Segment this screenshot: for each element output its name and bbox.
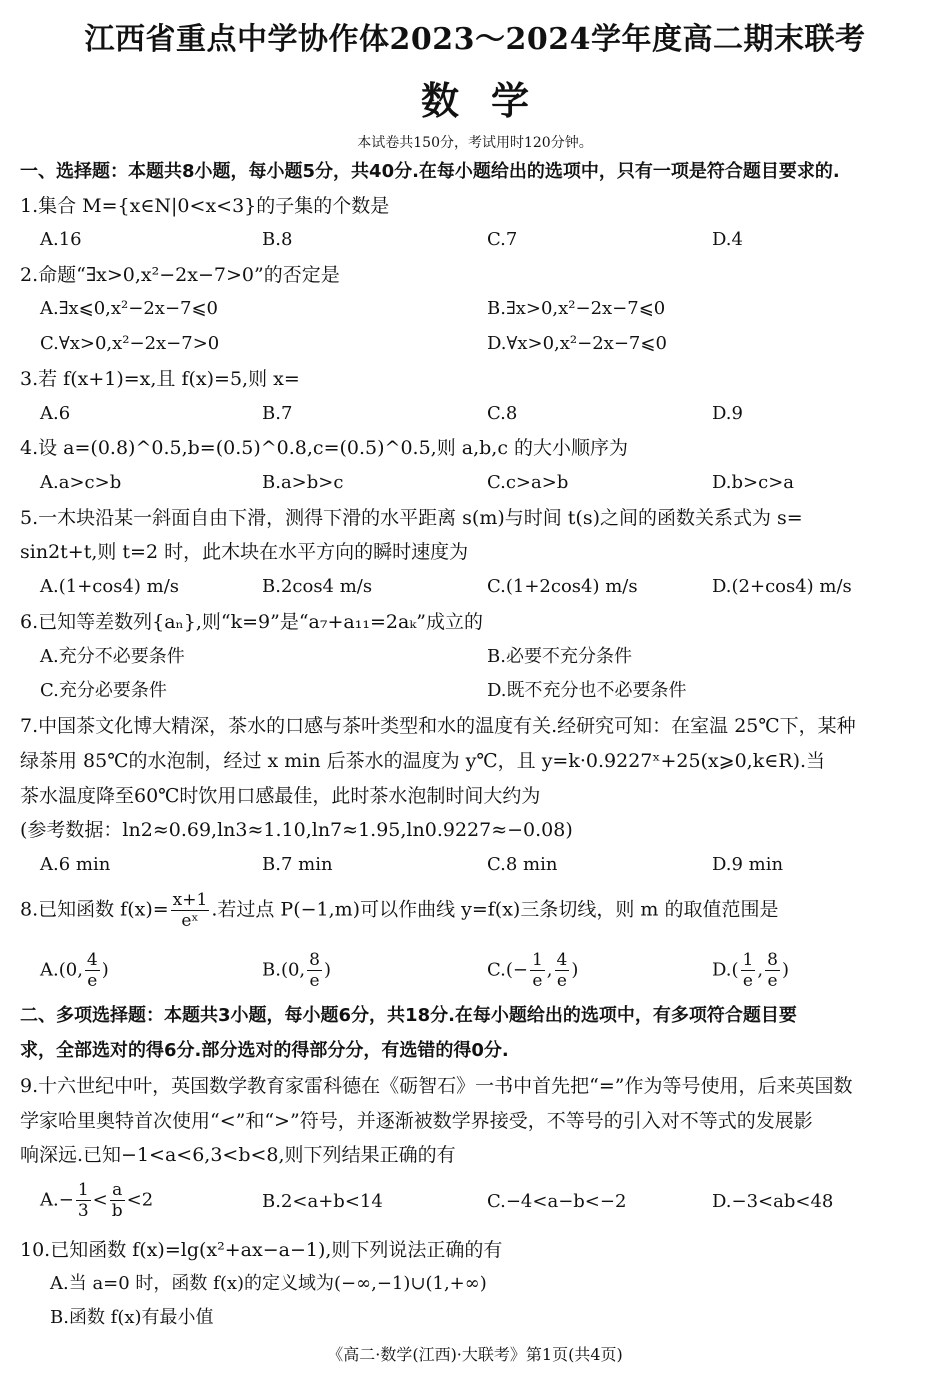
- q3-option-c: C.8: [487, 403, 518, 424]
- q7-line3: 茶水温度降至60℃时饮用口感最佳，此时茶水泡制时间大约为: [20, 785, 541, 807]
- q8-option-d-den2: e: [767, 971, 778, 991]
- q8-option-b-den: e: [309, 971, 320, 991]
- q8-option-a: [40, 950, 109, 991]
- q1-stem: 1.集合 M={x∈N|0<x<3}的子集的个数是: [20, 195, 390, 217]
- q1-option-d: D.4: [712, 229, 743, 250]
- q4-option-d: D.b>c>a: [712, 472, 795, 493]
- q8-option-b-tail: ): [323, 959, 332, 981]
- q9-line2: 学家哈里奥特首次使用“<”和“>”符号，并逐渐被数学界接受，不等号的引入对不等式的发展影: [20, 1110, 813, 1132]
- q8-option-d-den1: e: [742, 971, 753, 991]
- q2-option-d: D.∀x>0,x²−2x−7⩽0: [487, 333, 667, 354]
- q7-option-c: C.8 min: [487, 854, 558, 875]
- q1-option-b: B.8: [262, 229, 293, 250]
- q8-option-c-num2: 4: [556, 950, 568, 970]
- q2-option-b: B.∃x>0,x²−2x−7⩽0: [487, 298, 666, 319]
- q7-line2: 绿茶用 85℃的水泡制，经过 x min 后茶水的温度为 y℃，且 y=k·0.9227ˣ+25(x⩾0,k∈R).当: [20, 750, 826, 772]
- q8-option-a-tail: ): [101, 959, 109, 981]
- q3-option-a: A.6: [40, 403, 71, 424]
- q8-option-d-label: D.(: [712, 959, 739, 981]
- q8-fraction: [171, 890, 210, 931]
- q7-option-b: B.7 min: [262, 854, 333, 875]
- q7-option-d: D.9 min: [712, 854, 784, 875]
- exam-subject: 数学: [420, 78, 561, 123]
- q8-stem: [20, 890, 935, 931]
- q9-option-a-label: A.−: [40, 1189, 74, 1211]
- q5-stem-line1: 5.一木块沿某一斜面自由下滑，测得下滑的水平距离 s(m)与时间 t(s)之间的函数关系式为 s=: [20, 507, 803, 529]
- q1-option-a: A.16: [40, 229, 82, 250]
- q8-option-b-label: B.(0,: [262, 959, 306, 981]
- q9-option-a-num2: a: [110, 1180, 125, 1201]
- q8-stem-prefix: 8.已知函数 f(x)=: [20, 898, 169, 921]
- q9-option-a-den2: b: [111, 1201, 123, 1221]
- q9-line1: 9.十六世纪中叶，英国数学教育家雷科德在《砺智石》一书中首先把“=”作为等号使用，后来英国数: [20, 1075, 853, 1097]
- page-footer: 《高二·数学(江西)·大联考》第1页(共4页): [327, 1345, 623, 1364]
- q2-option-a: A.∃x⩽0,x²−2x−7⩽0: [40, 298, 219, 319]
- q5-option-a: A.(1+cos4) m/s: [40, 576, 179, 597]
- q9-option-a-fraction1: [76, 1180, 91, 1221]
- q8-option-d: [712, 950, 789, 991]
- q5-option-d: D.(2+cos4) m/s: [712, 576, 852, 597]
- q9-line3: 响深远.已知−1<a<6,3<b<8,则下列结果正确的有: [20, 1144, 456, 1166]
- q9-option-a: [40, 1180, 153, 1221]
- q3-option-d: D.9: [712, 403, 743, 424]
- q8-option-d-fraction2: [765, 950, 780, 991]
- q8-option-c-label: C.(−: [487, 959, 528, 981]
- q8-option-c-den2: e: [556, 971, 567, 991]
- exam-note: 本试卷共150分，考试用时120分钟。: [357, 135, 593, 151]
- q3-option-b: B.7: [262, 403, 293, 424]
- q9-option-b: B.2<a+b<14: [262, 1191, 383, 1212]
- exam-title: 江西省重点中学协作体2023～2024学年度高二期末联考: [84, 22, 866, 57]
- q8-option-a-fraction: [85, 950, 100, 991]
- q9-option-c: C.−4<a−b<−2: [487, 1191, 627, 1212]
- q8-option-d-num1: 1: [742, 950, 754, 970]
- q8-option-b: [262, 950, 331, 991]
- q8-option-c-fraction2: [555, 950, 570, 991]
- q8-option-a-den: e: [87, 971, 98, 991]
- q2-stem: 2.命题“∃x>0,x²−2x−7>0”的否定是: [20, 264, 340, 286]
- q5-stem-line2: sin2t+t,则 t=2 时，此木块在水平方向的瞬时速度为: [20, 541, 469, 563]
- q8-option-c-fraction1: [530, 950, 545, 991]
- q9-option-d: D.−3<ab<48: [712, 1191, 834, 1212]
- q9-option-a-den1: 3: [77, 1201, 89, 1221]
- section2-heading-line1: 二、多项选择题：本题共3小题，每小题6分，共18分.在每小题给出的选项中，有多项符合题目要: [20, 1005, 797, 1026]
- q4-option-a: A.a>c>b: [40, 472, 122, 493]
- q5-option-c: C.(1+2cos4) m/s: [487, 576, 638, 597]
- q8-fraction-numerator: x+1: [172, 890, 208, 910]
- section1-heading: 一、选择题：本题共8小题，每小题5分，共40分.在每小题给出的选项中，只有一项是符合题目要求的.: [20, 161, 840, 182]
- q2-option-c: C.∀x>0,x²−2x−7>0: [40, 333, 220, 354]
- section2-heading-line2: 求，全部选对的得6分.部分选对的得部分分，有选错的得0分.: [20, 1040, 509, 1061]
- q8-option-d-comma: ,: [757, 959, 764, 981]
- q6-option-a: A.充分不必要条件: [40, 646, 185, 667]
- q8-option-c-num1: 1: [531, 950, 543, 970]
- q4-stem: 4.设 a=(0.8)^0.5,b=(0.5)^0.8,c=(0.5)^0.5,则 a,b,c 的大小顺序为: [20, 437, 629, 459]
- q7-reference-data: (参考数据：ln2≈0.69,ln3≈1.10,ln7≈1.95,ln0.9227≈−0.08): [20, 819, 573, 841]
- q6-option-b: B.必要不充分条件: [487, 646, 632, 667]
- q8-option-a-num: 4: [86, 950, 98, 970]
- q4-option-b: B.a>b>c: [262, 472, 344, 493]
- q1-option-c: C.7: [487, 229, 518, 250]
- q8-option-b-num: 8: [309, 950, 320, 970]
- q6-option-d: D.既不充分也不必要条件: [487, 680, 687, 701]
- q8-stem-suffix: .若过点 P(−1,m)可以作曲线 y=f(x)三条切线，则 m 的取值范围是: [211, 898, 779, 921]
- q3-stem: 3.若 f(x+1)=x,且 f(x)=5,则 x=: [20, 368, 300, 390]
- q8-option-b-fraction: [307, 950, 322, 991]
- q5-option-b: B.2cos4 m/s: [262, 576, 373, 597]
- q8-option-d-tail: ): [781, 959, 789, 981]
- q7-option-a: A.6 min: [40, 854, 111, 875]
- q9-option-a-num1: 1: [77, 1180, 89, 1200]
- q10-stem: 10.已知函数 f(x)=lg(x²+ax−a−1),则下列说法正确的有: [20, 1239, 503, 1261]
- q9-option-a-mid: <: [92, 1189, 108, 1211]
- q4-option-c: C.c>a>b: [487, 472, 569, 493]
- q8-option-c-den1: e: [532, 971, 543, 991]
- q8-option-c-comma: ,: [546, 959, 553, 981]
- q8-option-c: [487, 950, 578, 991]
- q8-option-d-num2: 8: [767, 950, 778, 970]
- q6-option-c: C.充分必要条件: [40, 680, 167, 701]
- q9-option-a-tail: <2: [126, 1189, 154, 1211]
- q6-stem: 6.已知等差数列{aₙ},则“k=9”是“a₇+a₁₁=2aₖ”成立的: [20, 611, 483, 633]
- q8-fraction-denominator: eˣ: [181, 911, 199, 931]
- q10-option-b: B.函数 f(x)有最小值: [50, 1307, 214, 1328]
- q7-line1: 7.中国茶文化博大精深，茶水的口感与茶叶类型和水的温度有关.经研究可知：在室温 25℃下，某种: [20, 715, 856, 737]
- q8-option-a-label: A.(0,: [40, 959, 83, 981]
- q8-option-c-tail: ): [571, 959, 579, 981]
- q8-option-d-fraction1: [741, 950, 756, 991]
- q10-option-a: A.当 a=0 时，函数 f(x)的定义域为(−∞,−1)∪(1,+∞): [50, 1273, 487, 1294]
- q9-option-a-fraction2: [110, 1180, 125, 1221]
